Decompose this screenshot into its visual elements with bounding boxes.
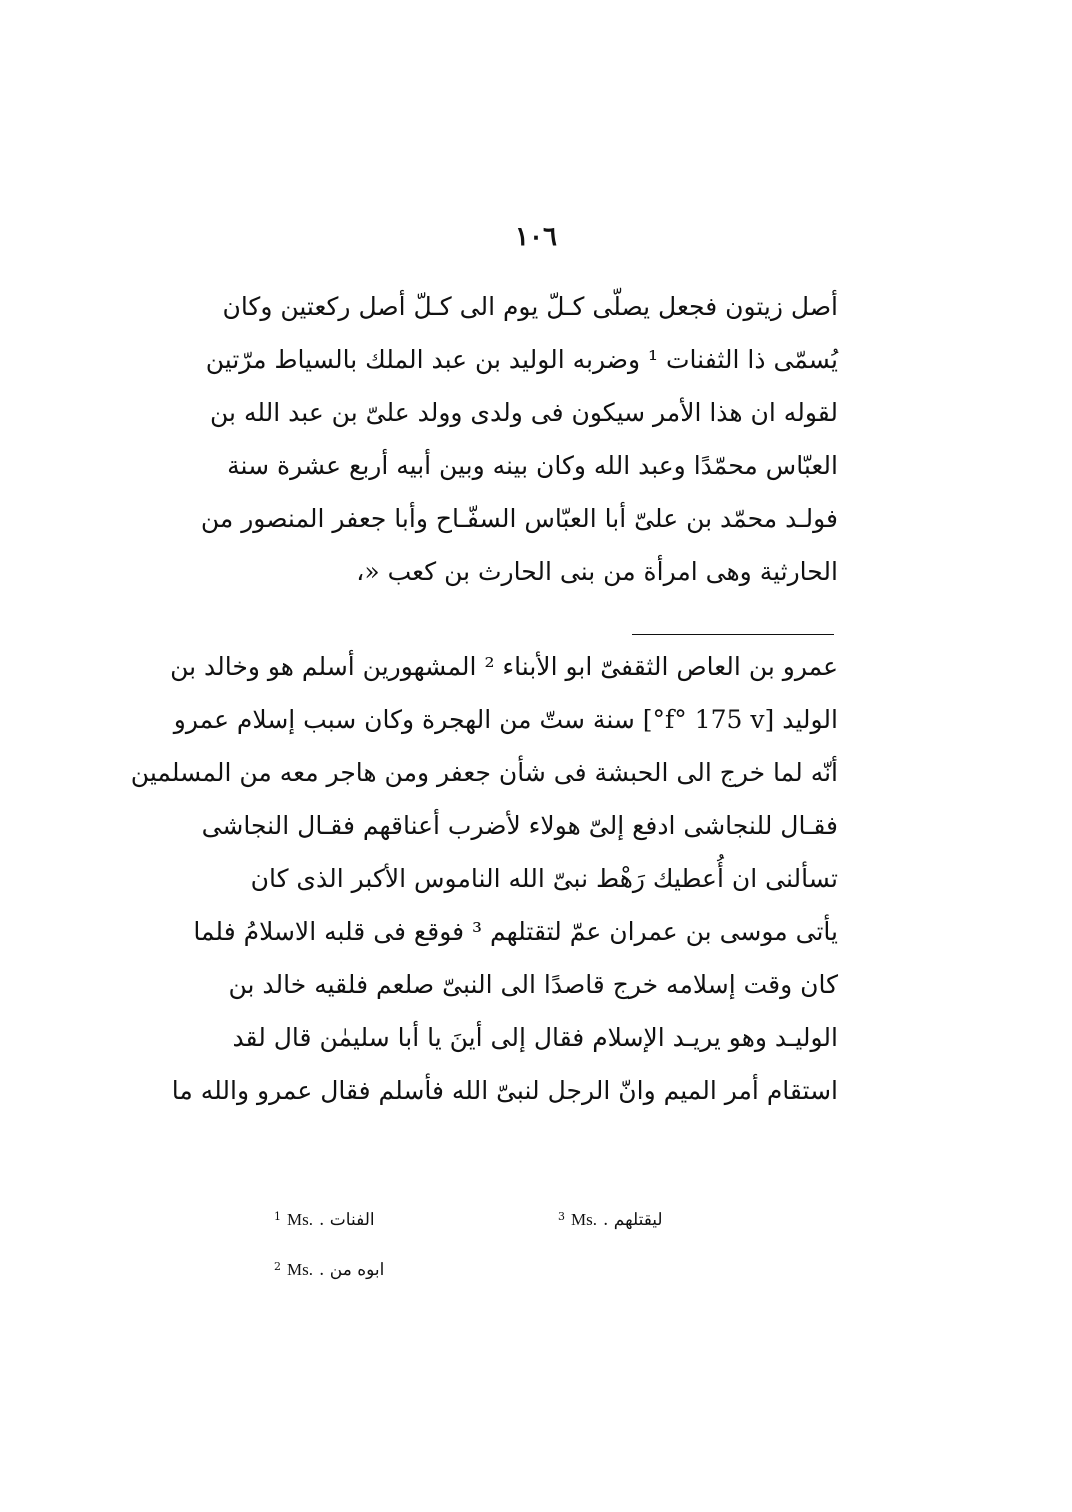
- footnote-number: 1: [274, 1210, 281, 1223]
- footnote-1: [274, 1210, 375, 1230]
- footnote-number: 3: [558, 1210, 565, 1223]
- text-line: فقـال للنجاشى ادفع إلىّ هولاء لأضرب أعناقهم فقـال النجاشى: [201, 811, 838, 840]
- text-line: الوليـد وهو يريـد الإسلام فقال إلى أينَ يا أبا سليمٰن قال لقد: [232, 1023, 838, 1052]
- footnote-ms: Ms.: [287, 1260, 313, 1279]
- text-line: كان وقت إسلامه خرج قاصدًا الى النبىّ صلعم فلقيه خالد بن: [228, 970, 838, 999]
- text-line: تسألنى ان أُعطيك رَهْط نبىّ الله الناموس الأكبر الذى كان: [250, 864, 838, 893]
- text-line: عمرو بن العاص الثقفىّ ابو الأبناء ² المشهورين أسلم هو وخالد بن: [170, 652, 838, 681]
- footnote-ms: Ms.: [287, 1210, 313, 1229]
- section-divider: [632, 634, 834, 635]
- footnote-text: ليقتلهم .: [602, 1210, 663, 1230]
- text-line: الحارثية وهى امرأة من بنى الحارث بن كعب «،: [356, 557, 838, 586]
- paragraph-1: [200, 280, 838, 598]
- text-line: يُسمّى ذا الثفنات ¹ وضربه الوليد بن عبد الملك بالسياط مرّتين: [205, 345, 838, 374]
- footnote-2: [274, 1260, 384, 1280]
- footnote-number: 2: [274, 1260, 281, 1273]
- footnote-3: [558, 1210, 663, 1230]
- text-line: الوليد [f° 175 v°] سنة ستّ من الهجرة وكان سبب إسلام عمرو: [173, 705, 838, 734]
- text-line: استقام أمر الميم وانّ الرجل لنبىّ الله فأسلم فقال عمرو والله ما: [171, 1076, 838, 1105]
- text-line: أصل زيتون فجعل يصلّى كـلّ يوم الى كـلّ أصل ركعتين وكان: [222, 292, 838, 321]
- text-line: يأتى موسى بن عمران عمّ لتقتلهم ³ فوقع فى قلبه الاسلامُ فلما: [193, 917, 838, 946]
- page-number: ١٠٦: [515, 222, 557, 252]
- footnote-text: الفنات .: [318, 1210, 375, 1230]
- footnote-text: ابوه من .: [318, 1260, 385, 1280]
- text-line: فولـد محمّد بن علىّ أبا العبّاس السفّـاح وأبا جعفر المنصور من: [200, 504, 838, 533]
- paragraph-2: [130, 640, 838, 1117]
- text-line: أنّه لما خرج الى الحبشة فى شأن جعفر ومن هاجر معه من المسلمين: [130, 758, 838, 787]
- text-line: العبّاس محمّدًا وعبد الله وكان بينه وبين أبيه أربع عشرة سنة: [227, 451, 838, 480]
- text-line: لقوله ان هذا الأمر سيكون فى ولدى وولد علىّ بن عبد الله بن: [210, 398, 838, 427]
- footnote-ms: Ms.: [571, 1210, 597, 1229]
